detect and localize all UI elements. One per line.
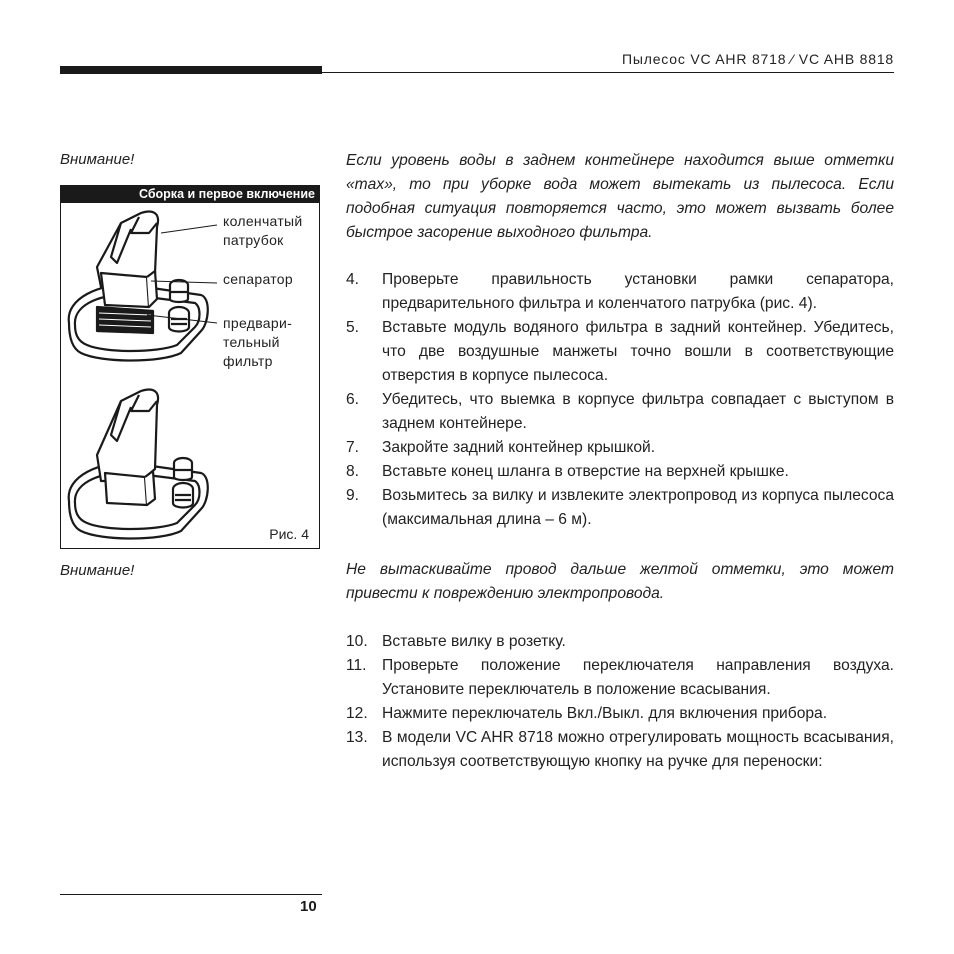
steps-list-a (346, 268, 894, 532)
figure-4 (60, 185, 320, 549)
list-item: 5. Вставьте модуль водяного фильтра в задний контейнер. Убедитесь, что две воздушные манжеты точно вошли в соответствующие отверстия в корпусе пылесоса. (346, 319, 894, 384)
lower-assembly-drawing (69, 390, 208, 539)
warning-paragraph: Не вытаскивайте провод дальше желтой отметки, это может привести к повреждению электропровода. (346, 561, 894, 602)
list-item: 10. Вставьте вилку в розетку. (346, 633, 566, 650)
intro-paragraph: Если уровень воды в заднем контейнере находится выше отметки «max», то при уборке вода может вытекать из пылесоса. Если подобная ситуация повторяется часто, это может вызвать более быстрое засорение выходного фильтра. (346, 152, 894, 241)
label-elbow-pipe: коленчатый патрубок (223, 213, 303, 248)
page-number: 10 (300, 898, 317, 915)
running-header: Пылесос VC AHR 8718 ⁄ VC AHB 8818 (622, 51, 894, 67)
figure-caption: Рис. 4 (269, 526, 309, 542)
header-thick-rule (60, 66, 322, 74)
header-thin-rule (322, 72, 894, 73)
figure-title: Сборка и первое включение (61, 186, 319, 203)
list-item: 4. Проверьте правильность установки рамки сепаратора, предварительного фильтра и коленчатого патрубка (рис. 4). (346, 271, 894, 312)
list-item: 6. Убедитесь, что выемка в корпусе фильтра совпадает с выступом в заднем контейнере. (346, 391, 894, 432)
vacuum-assembly-illustration (61, 203, 319, 548)
list-item: 11. Проверьте положение переключателя направления воздуха. Установите переключатель в положение всасывания. (346, 657, 894, 698)
label-prefilter: предвари- тельный фильтр (223, 315, 293, 369)
upper-assembly-drawing (69, 212, 217, 361)
steps-list-b (346, 630, 894, 774)
list-item: 7. Закройте задний контейнер крышкой. (346, 439, 656, 456)
list-item: 13. В модели VC AHR 8718 можно отрегулировать мощность всасывания, используя соответствующую кнопку на ручке для переноски: (346, 729, 894, 770)
attention-note-bottom: Внимание! (60, 562, 135, 579)
list-item: 9. Возьмитесь за вилку и извлеките электропровод из корпуса пылесоса (максимальная длина – 6 м). (346, 487, 894, 528)
footer-rule (60, 894, 322, 895)
list-item: 8. Вставьте конец шланга в отверстие на верхней крышке. (346, 463, 789, 480)
label-separator: сепаратор (223, 271, 293, 287)
list-item: 12. Нажмите переключатель Вкл./Выкл. для включения прибора. (346, 705, 828, 722)
attention-note-top: Внимание! (60, 151, 135, 168)
